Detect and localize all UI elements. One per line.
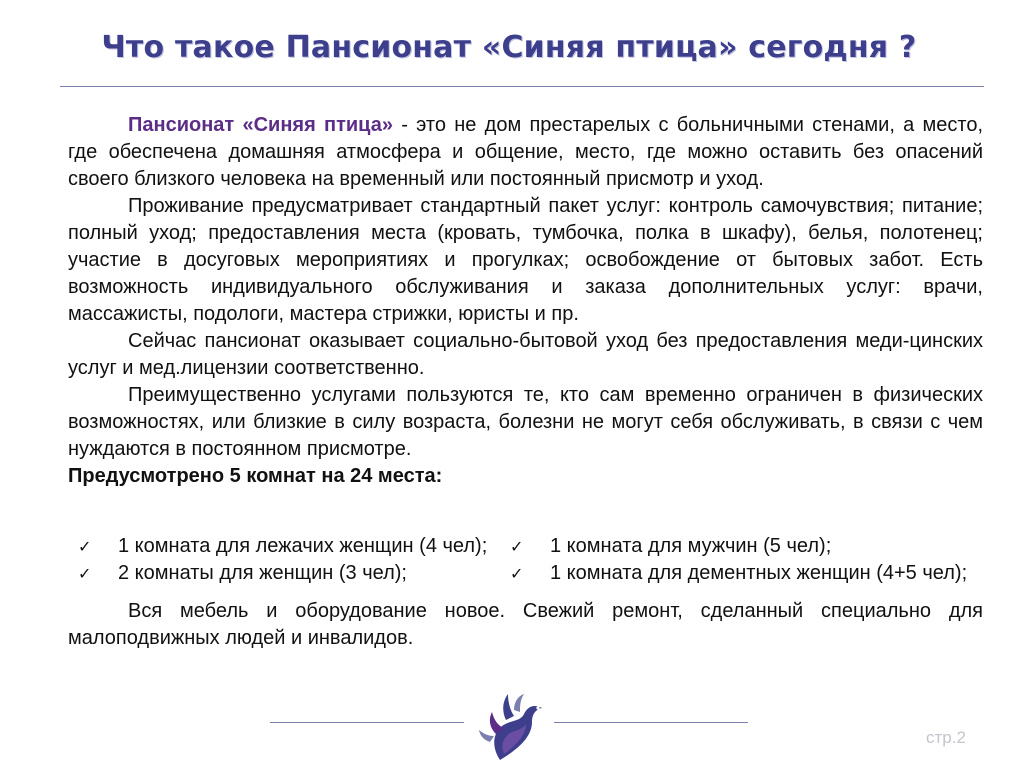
audience-paragraph: Преимущественно услугами пользуются те, кто сам временно ограничен в физических возможностях, или близкие в силу возраста, болезни не могут себя обслуживать, в связи с чем нуждаются в постоянном присмотре. (68, 384, 983, 460)
rooms-list (78, 533, 988, 587)
list-item (510, 533, 831, 560)
care-paragraph: Сейчас пансионат оказывает социально-бытовой уход без предоставления меди-цинских услуг и мед.лицензии соответственно. (68, 330, 983, 379)
closing-paragraph: Вся мебель и оборудование новое. Свежий ремонт, сделанный специально для малоподвижных людей и инвалидов. (68, 600, 983, 649)
footer-divider-left (270, 722, 464, 723)
checkmark-icon: ✓ (78, 564, 92, 583)
title-divider (60, 86, 984, 87)
room-item-label: 1 комната для лежачих женщин (4 чел); (118, 535, 488, 557)
rooms-row (78, 560, 988, 587)
room-item-label: 1 комната для мужчин (5 чел); (550, 535, 832, 557)
main-text (68, 112, 983, 490)
rooms-row (78, 533, 988, 560)
checkmark-icon: ✓ (510, 537, 524, 556)
list-item (78, 533, 510, 560)
footer-divider-right (554, 722, 748, 723)
intro-paragraph (68, 112, 983, 193)
rooms-heading: Предусмотрено 5 комнат на 24 места: (68, 465, 443, 487)
list-item (78, 560, 510, 587)
list-item (510, 560, 967, 587)
room-item-label: 2 комнаты для женщин (3 чел); (118, 562, 407, 584)
checkmark-icon: ✓ (78, 537, 92, 556)
intro-text: - это не дом престарелых с больничными стенами, а место, где обеспечена домашняя атмосфера и общение, место, где можно оставить без опасений своего близкого человека на временный или постоянный присмотр и уход. (68, 114, 984, 190)
blue-bird-logo-icon (470, 680, 550, 764)
closing-text (68, 598, 983, 652)
checkmark-icon: ✓ (510, 564, 524, 583)
room-item-label: 1 комната для дементных женщин (4+5 чел); (550, 562, 968, 584)
page-title: Что такое Пансионат «Синяя птица» сегодня ? (101, 30, 917, 65)
intro-accent: Пансионат «Синяя птица» (128, 114, 393, 136)
page-number: стр.2 (926, 728, 966, 747)
services-paragraph: Проживание предусматривает стандартный пакет услуг: контроль самочувствия; питание; полный уход; предоставления места (кровать, тумбочка, полка в шкафу), белья, полотенец; участие в досуговых мероприятиях и прогулках; освобождение от бытовых забот. Есть возможность индивидуального обслуживания и заказа дополнительных услуг: врачи, массажисты, подологи, мастера стрижки, юристы и пр. (68, 195, 983, 325)
